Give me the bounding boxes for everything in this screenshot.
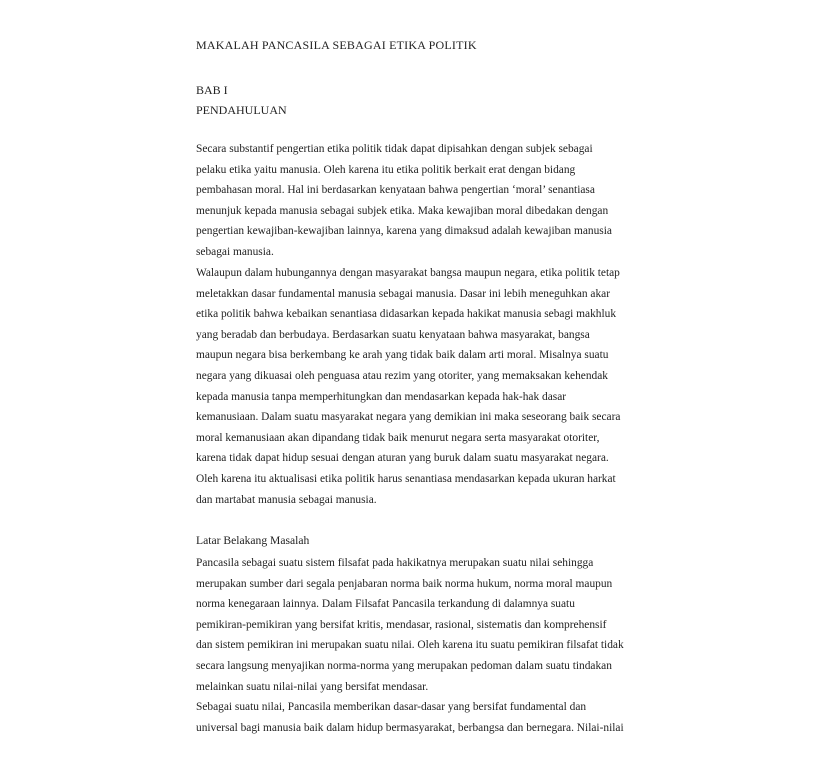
chapter-number: BAB I bbox=[196, 83, 228, 97]
text-line: negara yang dikuasai oleh penguasa atau rezim yang otoriter, yang memaksakan kehendak bbox=[196, 369, 608, 382]
text-line: merupakan sumber dari segala penjabaran norma baik norma hukum, norma moral maupun bbox=[196, 577, 613, 590]
text-line: kemanusiaan. Dalam suatu masyarakat negara yang demikian ini maka seseorang baik secara bbox=[196, 411, 621, 424]
text-line: Pancasila sebagai suatu sistem filsafat pada hakikatnya merupakan suatu nilai sehingga bbox=[196, 557, 594, 569]
text-line: Oleh karena itu aktualisasi etika politik harus senantiasa mendasarkan kepada ukuran harkat bbox=[196, 472, 616, 485]
text-line: moral kemanusiaan akan dipandang tidak baik menurut negara serta masyarakat otoriter, bbox=[196, 431, 600, 444]
text-line: dan sistem pemikiran ini merupakan suatu nilai. Oleh karena itu suatu pemikiran filsafat tidak bbox=[196, 639, 624, 652]
text-line: kepada manusia tanpa memperhitungkan dan mendasarkan kepada hak-hak dasar bbox=[196, 390, 567, 403]
chapter-title: PENDAHULUAN bbox=[196, 103, 287, 117]
text-line: menunjuk kepada manusia sebagai subjek etika. Maka kewajiban moral dibedakan dengan bbox=[196, 204, 609, 217]
text-line: secara langsung menyajikan norma-norma yang merupakan pedoman dalam suatu tindakan bbox=[196, 659, 612, 672]
text-line: pembahasan moral. Hal ini berdasarkan kenyataan bahwa pengertian ‘moral’ senantiasa bbox=[196, 184, 595, 197]
text-line: Secara substantif pengertian etika politik tidak dapat dipisahkan dengan subjek sebagai bbox=[196, 143, 593, 155]
paragraph-4 bbox=[196, 697, 624, 738]
text-line: maupun negara bisa berkembang ke arah yang tidak baik dalam arti moral. Misalnya suatu bbox=[196, 349, 609, 362]
text-line: yang beradab dan berbudaya. Berdasarkan suatu kenyataan bahwa masyarakat, bangsa bbox=[196, 328, 590, 341]
text-line: dan martabat manusia sebagai manusia. bbox=[196, 493, 377, 506]
text-line: karena tidak dapat hidup sesuai dengan aturan yang buruk dalam suatu masyarakat negara. bbox=[196, 452, 609, 465]
text-line: meletakkan dasar fundamental manusia sebagai manusia. Dasar ini lebih meneguhkan akar bbox=[196, 287, 611, 300]
paragraph-2 bbox=[196, 263, 620, 510]
text-line: pemikiran-pemikiran yang bersifat kritis, mendasar, rasional, sistematis dan komprehensif bbox=[196, 618, 607, 631]
section-heading: Latar Belakang Masalah bbox=[196, 534, 310, 547]
document-title: MAKALAH PANCASILA SEBAGAI ETIKA POLITIK bbox=[196, 38, 477, 52]
text-line: Walaupun dalam hubungannya dengan masyarakat bangsa maupun negara, etika politik tetap bbox=[196, 267, 620, 279]
text-line: norma kenegaraan lainnya. Dalam Filsafat Pancasila terkandung di dalamnya suatu bbox=[196, 598, 575, 611]
text-line: pelaku etika yaitu manusia. Oleh karena itu etika politik berkait erat dengan bidang bbox=[196, 163, 576, 176]
paragraph-1 bbox=[196, 139, 612, 263]
text-line: sebagai manusia. bbox=[196, 245, 274, 258]
text-line: pengertian kewajiban-kewajiban lainnya, karena yang dimaksud adalah kewajiban manusia bbox=[196, 225, 612, 238]
text-line: universal bagi manusia baik dalam hidup bermasyarakat, berbangsa dan bernegara. Nilai-nilai bbox=[196, 721, 624, 734]
paragraph-3 bbox=[196, 553, 624, 697]
chapter-heading bbox=[196, 80, 287, 120]
text-line: etika politik bahwa kebaikan senantiasa didasarkan kepada hakikat manusia sebagi makhluk bbox=[196, 308, 617, 321]
text-line: melainkan suatu nilai-nilai yang bersifat mendasar. bbox=[196, 680, 429, 693]
text-line: Sebagai suatu nilai, Pancasila memberikan dasar-dasar yang bersifat fundamental dan bbox=[196, 701, 587, 713]
